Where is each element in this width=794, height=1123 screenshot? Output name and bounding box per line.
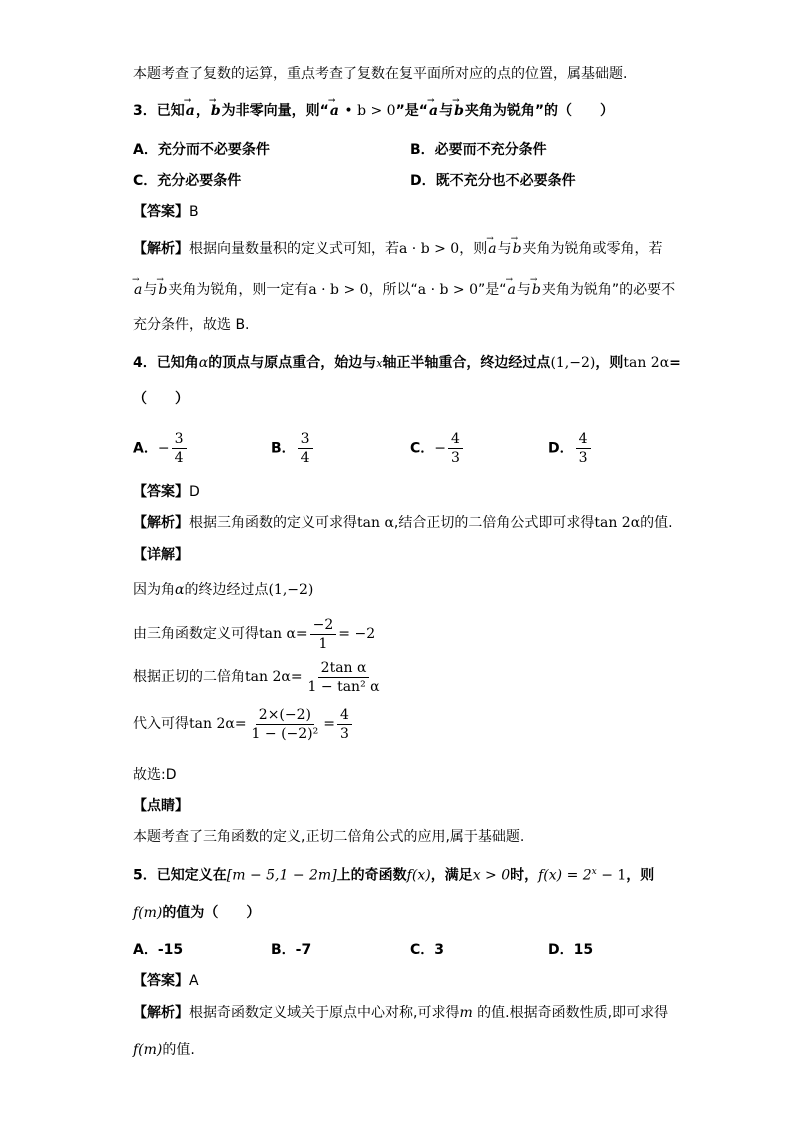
q4-option-b-label: B． [271, 440, 296, 457]
fraction-denominator: 3 [451, 450, 460, 466]
vector-b-symbol-6: → b [531, 280, 542, 300]
q3-analysis-2c: ”是“ [478, 282, 507, 298]
fraction-numerator: 3 [298, 430, 313, 449]
q4-analysis-b: ,结合正切的二倍角公式即可求得 [393, 515, 595, 531]
vector-a-symbol-3: → a [428, 101, 439, 121]
alpha-symbol-2: α [175, 582, 185, 598]
fraction-denominator: 4 [174, 450, 184, 466]
vector-b-symbol: → b [210, 101, 222, 121]
q4-option-d-label: D． [548, 440, 574, 457]
q4-detail-line4 [133, 702, 354, 746]
q3-analysis-1b: a · b > 0 [399, 241, 460, 257]
fraction-numerator: 2×(−2) [256, 706, 314, 725]
q5-analysis [133, 1003, 668, 1023]
q4-d4a: 代入可得 [133, 716, 189, 732]
q5-number: 5． [133, 867, 157, 884]
q4-option-c-sign: − [434, 440, 447, 457]
q4-option-a-fraction [172, 430, 187, 467]
q4-d3a: 根据正切的二倍角 [133, 669, 245, 685]
q3-option-a: A．充分而不必要条件 [133, 142, 270, 158]
q5-answer [133, 971, 199, 991]
q4-option-c [410, 430, 465, 467]
q4-eq: = [669, 355, 681, 371]
q4-option-a-label: A． [133, 440, 158, 457]
q5-option-d: D．15 [548, 942, 594, 958]
q4-detail-tag: 【详解】 [133, 547, 189, 563]
q4-option-b-fraction [298, 430, 313, 467]
answer-tag: 【答案】 [133, 204, 189, 220]
q4-d4-result-fraction [337, 706, 352, 743]
q3-and-4: 与 [516, 282, 531, 298]
q4-tan2a-2: tan 2α [594, 515, 641, 531]
q5-stem-line2 [133, 903, 260, 923]
q3-answer [133, 202, 199, 222]
q5-option-b: B．-7 [271, 942, 312, 958]
fraction-denominator: 1 − (−2)² [251, 725, 319, 742]
fraction-denominator: 4 [300, 450, 310, 466]
q5-analysis-c: 的值. [162, 1042, 195, 1058]
q4-stem-d: ，则 [595, 355, 624, 371]
q5-option-c: C．3 [410, 942, 445, 958]
q3-comma: ， [195, 103, 210, 119]
q3-analysis-line3: 充分条件，故选 B. [133, 317, 250, 333]
q5-analysis-a: 根据奇函数定义域关于原点中心对称,可求得 [189, 1005, 460, 1021]
q4-detail-line2 [133, 612, 375, 656]
vector-b-symbol-3: → b [453, 101, 465, 121]
q5-stem-a: 已知定义在 [156, 867, 227, 884]
q5-fx-eq: f(x) = 2 [538, 867, 592, 884]
fraction-numerator: 2tan α [318, 659, 370, 678]
q5-answer-value: A [189, 973, 199, 989]
fraction-numerator: 3 [172, 430, 187, 449]
q4-eq-4: = [234, 716, 247, 732]
q4-d2a: 由三角函数定义可得 [133, 626, 259, 642]
q4-option-a [133, 430, 189, 467]
q5-fm-2: f(m) [133, 1042, 163, 1058]
vector-b-symbol-4: → b [512, 239, 523, 259]
q5-stem [133, 862, 654, 886]
x-symbol: x [376, 357, 383, 370]
q4-option-c-label: C． [410, 440, 435, 457]
q4-detail-line1 [133, 580, 313, 600]
fraction-numerator: 4 [576, 430, 591, 449]
q3-analysis-line1 [133, 239, 663, 259]
vector-b-symbol-5: → b [157, 280, 168, 300]
fraction-denominator: 3 [578, 450, 588, 466]
q5-analysis-b: 的值.根据奇函数性质,即可求得 [472, 1005, 669, 1021]
analysis-tag: 【解析】 [133, 515, 189, 531]
q5-stem-f: 的值为（ ） [162, 905, 261, 921]
q4-tan-alpha: tan α [357, 515, 394, 531]
q5-minus-1: − 1 [596, 867, 627, 884]
q4-d1a: 因为角 [133, 582, 175, 598]
vector-a-symbol-6: → a [507, 280, 517, 300]
q3-stem-a: 已知 [156, 103, 185, 119]
q3-analysis-2-expr: a · b > 0 [308, 282, 369, 298]
analysis-tag: 【解析】 [133, 1005, 189, 1021]
answer-tag: 【答案】 [133, 973, 189, 989]
q3-answer-value: B [189, 204, 199, 220]
q4-tan2a-4: tan 2α [189, 716, 235, 732]
fraction-numerator: 4 [448, 430, 463, 449]
q4-answer-value: D [189, 484, 200, 500]
q3-analysis-2d: 夹角为锐角”的必要不 [541, 282, 676, 298]
q4-option-d-fraction [576, 430, 591, 467]
q5-stem-c: ，满足 [430, 867, 473, 884]
q4-option-c-fraction [448, 430, 463, 467]
vector-a-symbol: → a [185, 101, 196, 121]
q4-stem-a: 已知角 [156, 355, 199, 371]
q4-comment-tag: 【点睛】 [133, 798, 189, 814]
q5-interval: [m − 5,1 − 2m] [226, 867, 337, 884]
vector-a-symbol-2: → a [329, 101, 340, 121]
q4-stem [133, 353, 681, 374]
q4-d1b: 的终边经过点 [184, 582, 269, 598]
vector-a-symbol-5: → a [133, 280, 143, 300]
q5-sup-x: x [591, 867, 597, 877]
q5-fx: f(x) [406, 867, 431, 884]
q4-stem-c: 轴正半轴重合，终边经过点 [382, 355, 551, 371]
q4-answer [133, 482, 200, 502]
q3-analysis-1d: 夹角为锐角或零角，若 [522, 241, 663, 257]
q5-m-symbol: m [459, 1005, 473, 1021]
fraction-numerator: −2 [310, 616, 337, 635]
q4-eq-5: = [323, 716, 335, 732]
q4-number: 4． [133, 355, 157, 371]
q3-and-3: 与 [143, 282, 158, 298]
q4-d2-fraction [310, 616, 337, 653]
q4-option-b [271, 430, 315, 467]
fraction-denominator: 3 [340, 725, 349, 742]
q3-analysis-2b: ，所以“ [368, 282, 418, 298]
fraction-numerator: 4 [337, 706, 352, 725]
q5-option-a: A．-15 [133, 942, 184, 958]
q3-and-2: 与 [497, 241, 512, 257]
q5-stem-d: 时， [510, 867, 539, 884]
fraction-denominator: 1 − tan² α [307, 678, 380, 695]
q3-and: 与 [439, 103, 454, 119]
q3-stem-b: 为非零向量，则“ [221, 103, 329, 119]
q5-fm: f(m) [133, 905, 163, 921]
q4-analysis [133, 513, 673, 533]
intro-summary: 本题考查了复数的运算，重点考查了复数在复平面所对应的点的位置，属基础题. [133, 66, 628, 82]
q4-point-2: (1,−2) [268, 582, 314, 598]
q3-analysis-1c: ，则 [459, 241, 488, 257]
q4-eq-2: = [295, 626, 308, 642]
q3-option-c: C．充分必要条件 [133, 173, 242, 189]
q4-tan2a: tan 2α [623, 355, 670, 371]
q3-stem-d: 夹角为锐角”的（ ） [464, 103, 615, 119]
q4-detail-line3 [133, 655, 385, 699]
q5-stem-e: ，则 [626, 867, 655, 884]
alpha-symbol: α [198, 355, 209, 371]
q3-analysis-2a: 夹角为锐角，则一定有 [168, 282, 309, 298]
vector-a-symbol-4: → a [487, 239, 497, 259]
q4-tan2a-3: tan 2α [245, 669, 291, 685]
q4-analysis-a: 根据三角函数的定义可求得 [189, 515, 357, 531]
q4-d3-fraction [305, 659, 383, 696]
q4-paren: （ ） [133, 391, 189, 407]
q5-analysis-line2 [133, 1040, 195, 1060]
q4-option-d [548, 430, 593, 467]
q3-stem [133, 101, 614, 121]
q4-d4-fraction [249, 706, 322, 743]
q3-stem-c: ”是“ [395, 103, 428, 119]
q3-analysis-1a: 根据向量数量积的定义式可知，若 [189, 241, 399, 257]
q3-dot-gt: • b > 0 [339, 103, 396, 119]
fraction-denominator: 1 [318, 635, 328, 652]
analysis-tag: 【解析】 [133, 241, 189, 257]
q4-eq-3: = [290, 669, 303, 685]
q3-number: 3． [133, 103, 157, 119]
q3-analysis-line2 [133, 280, 675, 300]
q4-conclude: 故选:D [133, 767, 177, 783]
q4-stem-b: 的顶点与原点重合，始边与 [208, 355, 377, 371]
q3-analysis-2-expr-2: a · b > 0 [417, 282, 478, 298]
q4-option-a-sign: − [157, 440, 170, 457]
q5-cond: x > 0 [472, 867, 511, 884]
q4-analysis-c: 的值. [640, 515, 673, 531]
q3-option-d: D．既不充分也不必要条件 [410, 173, 576, 189]
q4-comment: 本题考查了三角函数的定义,正切二倍角公式的应用,属于基础题. [133, 829, 525, 845]
q4-d2-result: = −2 [338, 626, 376, 642]
q5-stem-b: 上的奇函数 [336, 867, 407, 884]
q3-option-b: B．必要而不充分条件 [410, 142, 547, 158]
q4-tan-alpha-2: tan α [259, 626, 296, 642]
answer-tag: 【答案】 [133, 484, 189, 500]
q4-point: (1,−2) [550, 355, 596, 371]
